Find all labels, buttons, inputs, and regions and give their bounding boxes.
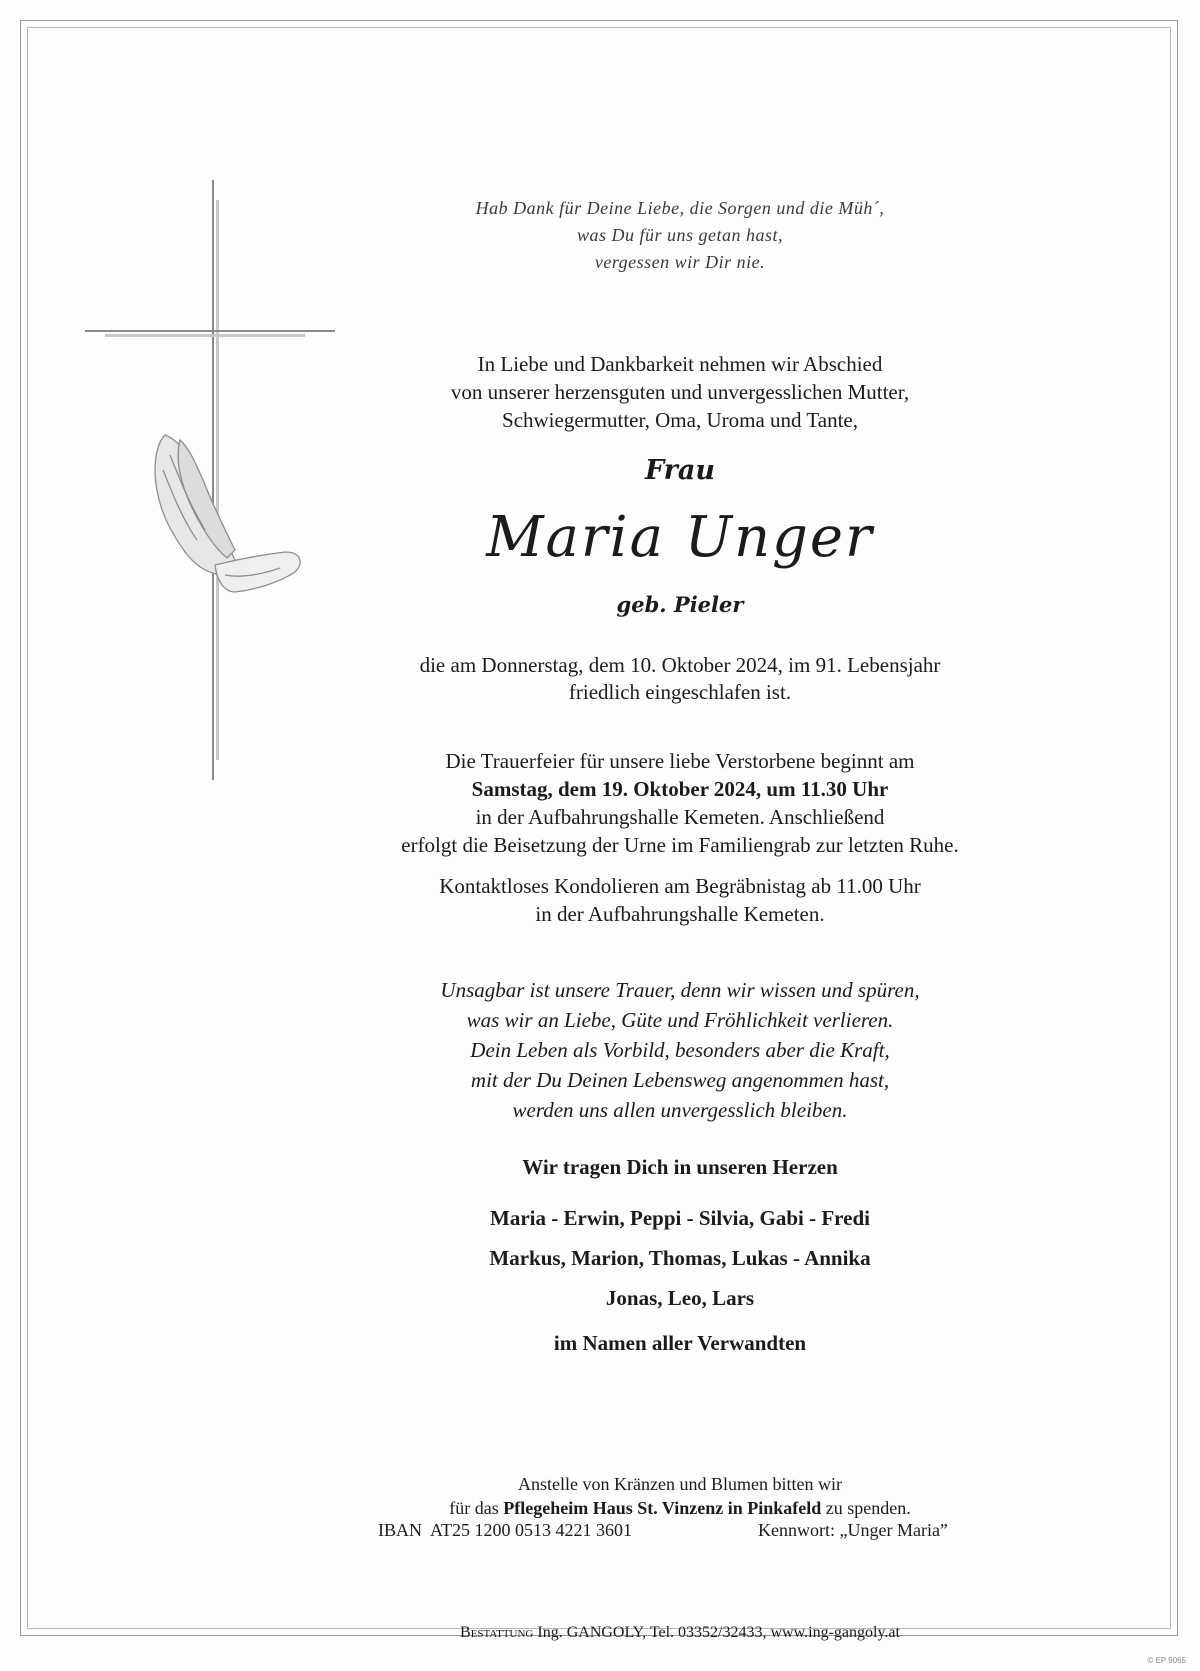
deceased-name: Maria Unger (486, 505, 874, 570)
motto-quote: Hab Dank für Deine Liebe, die Sorgen und die Müh´, was Du für uns getan hast, vergessen wir Dir nie. (475, 198, 885, 272)
reference-word: Kennwort: „Unger Maria” (758, 1520, 948, 1540)
poem: Unsagbar ist unsere Trauer, denn wir wissen und spüren, was wir an Liebe, Güte und Fröhlichkeit verlieren. Dein Leben als Vorbild, besonders aber die Kraft, mit der Du Deinen Lebensweg angenommen hast, werden uns allen unvergesslich bleiben. (440, 978, 920, 1122)
iban: IBAN AT25 1200 0513 4221 3601 (378, 1520, 633, 1540)
footer-company: Bestattung (460, 1624, 534, 1641)
death-announcement: die am Donnerstag, dem 10. Oktober 2024, im 91. Lebensjahr friedlich eingeschlafen ist. (419, 653, 941, 704)
family-line: Maria - Erwin, Peppi - Silvia, Gabi - Fredi (490, 1206, 870, 1230)
family-heading: Wir tragen Dich in unseren Herzen (522, 1155, 838, 1179)
donation-recipient: Pflegeheim Haus St. Vinzenz in Pinkafeld (503, 1498, 822, 1518)
honorific: Frau (644, 455, 716, 486)
donation-request: Anstelle von Kränzen und Blumen bitten wir für das Pflegeheim Haus St. Vinzenz in Pinkafeld zu spenden. (449, 1474, 911, 1518)
intro-text: In Liebe und Dankbarkeit nehmen wir Abschied von unserer herzensguten und unvergesslichen Mutter, Schwiegermutter, Oma, Uroma und Tante, (450, 352, 910, 432)
family-line: Jonas, Leo, Lars (605, 1286, 755, 1310)
ceremony-date: Samstag, dem 19. Oktober 2024, um 11.30 Uhr (471, 777, 889, 801)
ceremony-info: Die Trauerfeier für unsere liebe Verstorbene beginnt am Samstag, dem 19. Oktober 2024, um 11.30 Uhr in der Aufbahrungshalle Kemeten. Anschließend erfolgt die Beisetzung der Urne im Familiengrab zur letzten Ruhe. (240, 747, 1120, 859)
condolence-info: Kontaktloses Kondolieren am Begräbnistag ab 11.00 Uhr in der Aufbahrungshalle Kemeten. (439, 874, 921, 926)
family-line: Markus, Marion, Thomas, Lukas - Annika (489, 1246, 871, 1270)
print-code: © EP 9065 (1147, 1656, 1186, 1665)
funeral-home-footer: Bestattung Ing. GANGOLY, Tel. 03352/32433, www.ing-gangoly.at (460, 1624, 900, 1641)
family-closing: im Namen aller Verwandten (553, 1331, 807, 1355)
birth-name: geb. Pieler (616, 592, 744, 617)
